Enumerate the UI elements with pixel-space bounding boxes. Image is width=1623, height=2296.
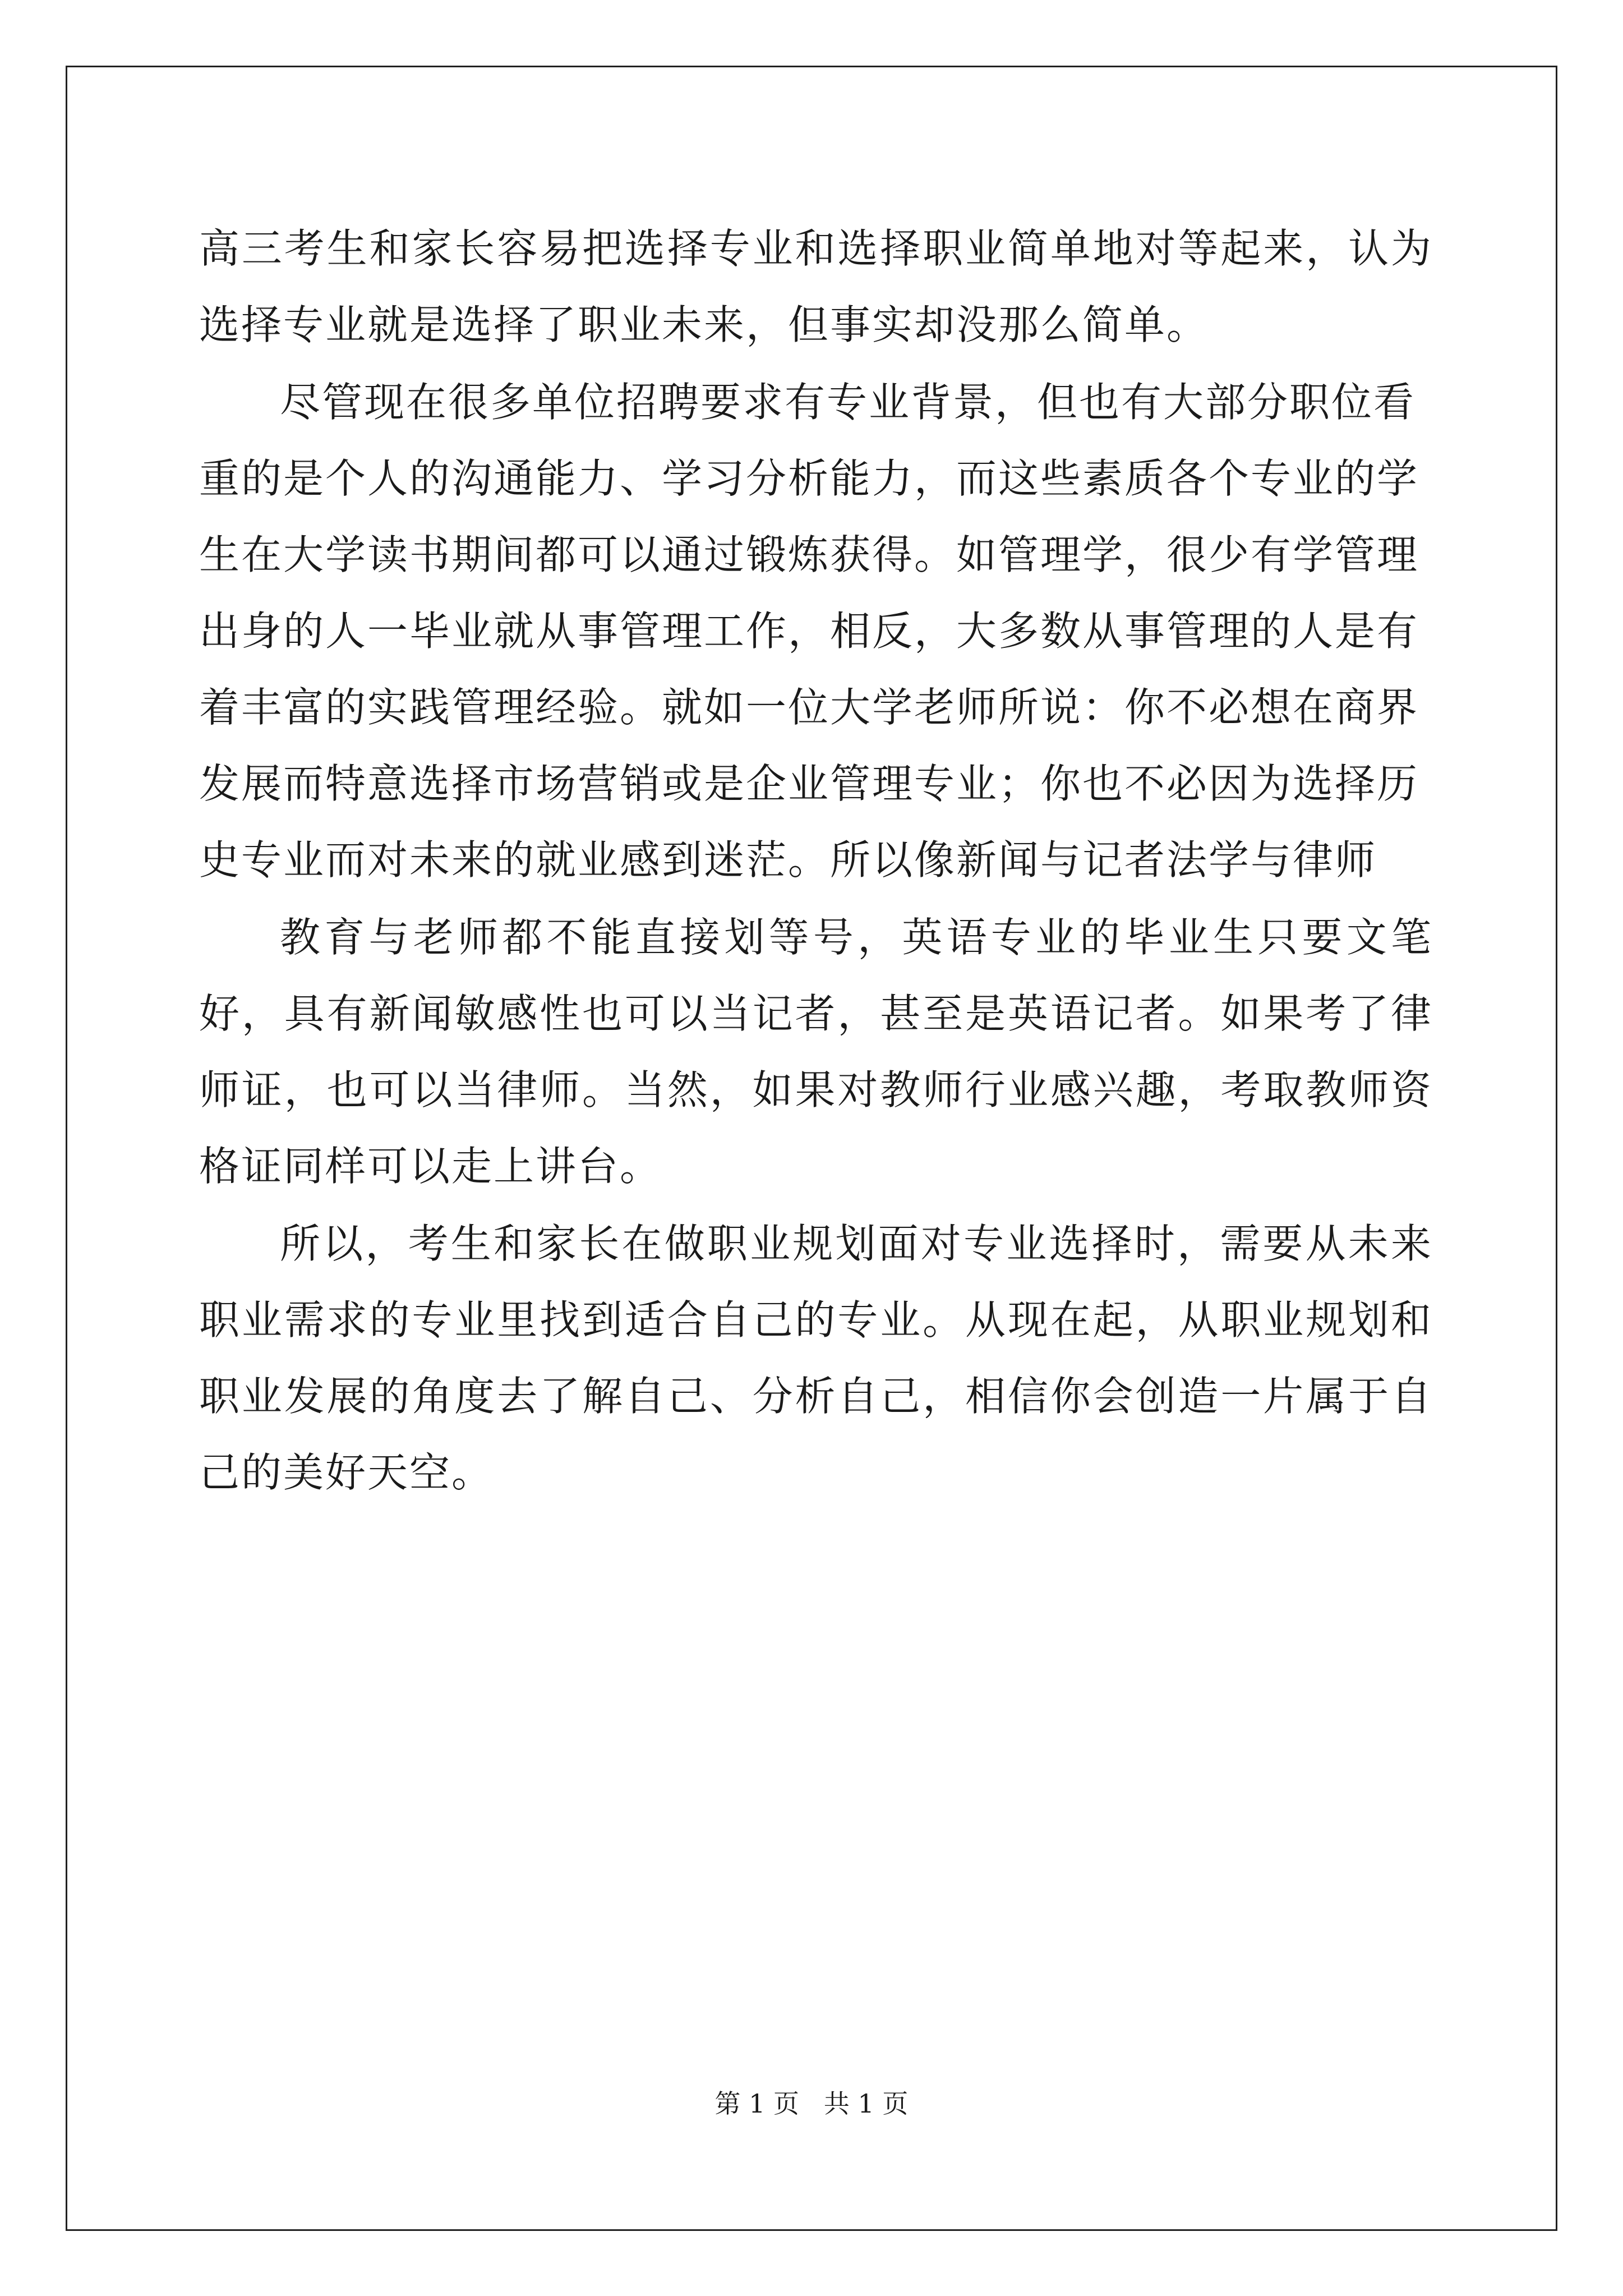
- paragraph-2: 尽管现在很多单位招聘要求有专业背景，但也有大部分职位看重的是个人的沟通能力、学习分析能力，而这些素质各个专业的学生在大学读书期间都可以通过锻炼获得。如管理学，很少有学管理出身的人一毕业就从事管理工作，相反，大多数从事管理的人是有着丰富的实践管理经验。就如一位大学老师所说：你不必想在商界发展而特意选择市场营销或是企业管理专业；你也不必因为选择历史专业而对未来的就业感到迷茫。所以像新闻与记者法学与律师: [199, 379, 1419, 884]
- page-number-footer: 第 1 页 共 1 页: [714, 2088, 909, 2119]
- paragraph-3: 教育与老师都不能直接划等号，英语专业的毕业生只要文笔好，具有新闻敏感性也可以当记者，甚至是英语记者。如果考了律师证，也可以当律师。当然，如果对教师行业感兴趣，考取教师资格证同样可以走上讲台。: [199, 914, 1433, 1190]
- document-body: [199, 210, 1433, 1512]
- paragraph-4: 所以，考生和家长在做职业规划面对专业选择时，需要从未来职业需求的专业里找到适合自己的专业。从现在起，从职业规划和职业发展的角度去了解自己、分析自己，相信你会创造一片属于自己的美好天空。: [199, 1220, 1433, 1496]
- paragraph-1: 高三考生和家长容易把选择专业和选择职业简单地对等起来，认为选择专业就是选择了职业未来，但事实却没那么简单。: [199, 225, 1433, 348]
